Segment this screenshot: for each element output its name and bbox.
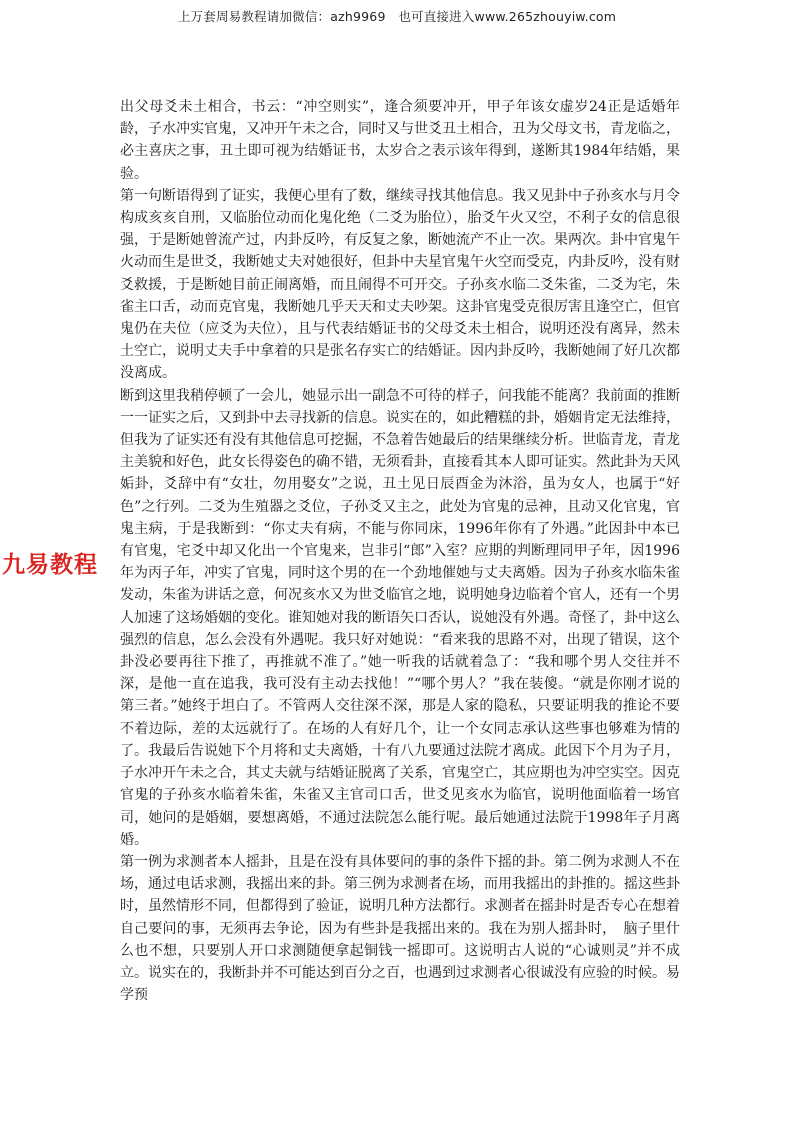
paragraph: 第一句断语得到了证实，我便心里有了数，继续寻找其他信息。我又见卦中子孙亥水与月令构成亥亥自刑，又临胎位动而化鬼化绝（二爻为胎位），胎爻午火又空，不利子女的信息很强，于是断她曾流产过，内卦反吟，有反复之象，断她流产不止一次。果两次。卦中官鬼午火动而生是世爻，我断她丈夫对她很好，但卦中夫星官鬼午火空而受克，内卦反吟，没有财爻救援，于是断她目前正闹离婚，而且闹得不可开交。子孙亥水临二爻朱雀，二爻为宅，朱雀主口舌，动而克官鬼，我断她几乎天天和丈夫吵架。这卦官鬼受克很厉害且逢空亡，但官鬼仍在夫位（应爻为夫位），且与代表结婚证书的父母爻未土相合，说明还没有离异，然未土空亡，说明丈夫手中拿着的只是张名存实亡的结婚证。因内卦反吟，我断她闹了好几次都没离成。: [120, 187, 680, 382]
watermark-logo: 九易教程: [2, 552, 98, 578]
paragraph: 断到这里我稍停顿了一会儿，她显示出一副急不可待的样子，问我能不能离？我前面的推断一一证实之后，又到卦中去寻找新的信息。说实在的，如此糟糕的卦，婚姻肯定无法维持，但我为了证实还有没有其他信息可挖掘，不急着告她最后的结果继续分析。世临青龙，青龙主美貌和好色，此女长得姿色的确不错，无须看卦，直接看其本人即可证实。然此卦为天风姤卦，爻辞中有“女壮，勿用娶女”之说，丑土见日辰酉金为沐浴，虽为女人，也属于“好色”之行列。二爻为生殖器之爻位，子孙爻又主之，此处为官鬼的忌神，且动又化官鬼，官鬼主病，于是我断到：“你丈夫有病，不能与你同床，1996年你有了外遇。”此因卦中本已有官鬼，宅爻中却又化出一个官鬼来，岂非引“郎”入室？应期的判断理同甲子年，因1996年为丙子年，冲实了官鬼，同时这个男的在一个劲地催她与丈夫离婚。因为子孙亥水临朱雀发动，朱雀为讲话之意，何况亥水又为世爻临官之地，说明她身边临着个官人，还有一个男人加速了这场婚姻的变化。谁知她对我的断语矢口否认，说她没有外遇。奇怪了，卦中这么强烈的信息，怎么会没有外遇呢。我只好对她说：“看来我的思路不对，出现了错误，这个卦没必要再往下推了，再推就不准了。”她一听我的话就着急了：“我和哪个男人交往并不深，是他一直在追我，我可没有主动去找他！”“哪个男人？”我在装傻。“就是你刚才说的第三者。”她终于坦白了。不管两人交往深不深，那是人家的隐私，只要证明我的推论不要不着边际，差的太远就行了。在场的人有好几个，让一个女同志承认这些事也够难为情的了。我最后告说她下个月将和丈夫离婚，十有八九要通过法院才离成。此因下个月为子月，子水冲开午未之合，其丈夫就与结婚证脱离了关系，官鬼空亡，其应期也为冲空实空。因克官鬼的子孙亥水临着朱雀，朱雀又主官司口舌，世爻见亥水为临官，说明他面临着一场官司，她问的是婚姻，要想离婚，不通过法院怎么能行呢。最后她通过法院于1998年子月离婚。: [120, 387, 680, 848]
paragraph: 第一例为求测者本人摇卦，且是在没有具体要问的事的条件下摇的卦。第二例为求测人不在场，通过电话求测，我摇出来的卦。第三例为求测者在场，而用我摇出的卦推的。摇这些卦时，虽然情形不同，但都得到了验证，说明几种方法都行。求测者在摇卦时是否专心在想着自己要问的事，无须再去争论，因为有些卦是我摇出来的。我在为别人摇卦时， 脑子里什么也不想，只要别人开口求测随便拿起铜钱一摇即可。这说明古人说的“心诚则灵”并不成立。说实在的，我断卦并不可能达到百分之百，也遇到过求测者心很诚没有应验的时候。易学预: [120, 853, 680, 1004]
document-body: [120, 96, 680, 1006]
page-header: 上万套周易教程请加微信：azh9969 也可直接进入www.265zhouyiw.com: [177, 9, 617, 24]
paragraph: 出父母爻未土相合，书云：“冲空则实”，逢合须要冲开，甲子年该女虚岁24正是适婚年龄，子水冲实官鬼，又冲开午未之合，同时又与世爻丑土相合，丑为父母文书，青龙临之，必主喜庆之事，丑土即可视为结婚证书，太岁合之表示该年得到，遂断其1984年结婚，果验。: [120, 99, 680, 182]
